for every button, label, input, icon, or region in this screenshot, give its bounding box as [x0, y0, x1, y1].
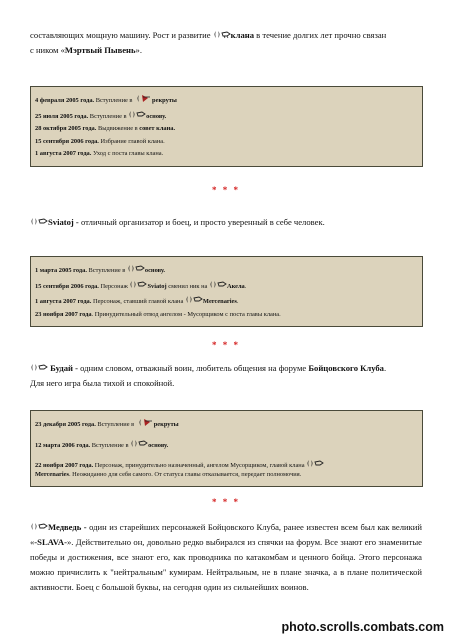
history-row: 12 марта 2006 года. Вступление в основу. — [35, 439, 418, 451]
history-row: 15 сентября 2006 года. Избрание главой клана. — [35, 137, 165, 145]
clan-link[interactable]: Mercenaries — [35, 470, 69, 478]
history-row: 22 ноября 2007 года. Персонаж, принудительно назначенный, ангелом Мусорщиком, главой клана Mercenaries. Неожиданно для себя самого. От статуса главы отказывается, передает полномочия. — [35, 459, 418, 479]
history-row: 28 октября 2005 года. Выдвижение в совет клана. — [35, 125, 176, 133]
recruit-emblem-icon — [136, 418, 154, 427]
core-link[interactable]: основу. — [146, 112, 167, 120]
history-row: 23 декабря 2005 года. Вступление в рекруты — [35, 418, 418, 430]
section-divider: * * * — [212, 497, 240, 507]
clan-emblem-icon — [30, 217, 48, 226]
character-name[interactable]: Sviatoj - — [48, 217, 79, 227]
clan-emblem-icon — [30, 363, 48, 372]
clan-emblem-icon — [127, 264, 145, 273]
budai-paragraph: Будай - одним словом, отважный воин, любитель общения на форуме Бойцовского Клуба. Для него игра была тихой и спокойной. — [30, 363, 387, 388]
history-box-3 — [30, 410, 423, 487]
sviatoj-paragraph: Sviatoj - отличный организатор и боец, и просто уверенный в себе человек. — [30, 215, 422, 230]
history-row: 15 сентября 2006 года. Персонаж Sviatoj сменил ник на Акела. — [35, 280, 418, 292]
core-link[interactable]: основу. — [144, 267, 166, 274]
core-link[interactable]: основу. — [148, 441, 169, 449]
recruit-emblem-icon — [134, 94, 152, 103]
character-name[interactable]: Медведь - — [48, 522, 87, 532]
history-row: 25 июля 2005 года. Вступление в основу. — [35, 110, 418, 122]
history-row: 1 марта 2005 года. Вступление в основу. — [35, 264, 418, 276]
clan-emblem-icon — [130, 439, 148, 448]
section-divider: * * * — [212, 185, 240, 195]
clan-link[interactable]: Mercenaries — [202, 298, 237, 306]
history-row: 4 февраля 2005 года. Вступление в рекруты — [35, 94, 418, 106]
history-row: 1 августа 2007 года. Уход с поста главы клана. — [35, 150, 164, 158]
clan-emblem-icon — [30, 522, 48, 531]
clan-emblem-icon — [306, 459, 324, 468]
intro-paragraph: составляющих мощную машину. Рост и развитие клана в течение долгих лет прочно связан с ником «Мэртвый Пывень». — [30, 30, 387, 55]
history-box-1 — [30, 86, 423, 167]
clan-emblem-icon — [213, 30, 231, 39]
medved-paragraph: Медведь - один из старейших персонажей Бойцовского Клуба, ранее известен всем был как великий «-SLAVA-». Действительно он, довольно редко выбирался из спячки на форум. Все знают его знаменитые победы и достижения, все знают его, как проводника по катакомбам и ценного бойца. Этого персонажа можно причислить к "нейтральным" кумирам. Нейтральным, не в плане значка, а в плане политической активности. Боец с большой буквы, на сегодня один из сильнейших воинов. — [30, 522, 422, 592]
recruit-link[interactable]: рекруты — [152, 97, 177, 104]
site-watermark: photo.scrolls.combats.com — [281, 620, 444, 634]
clan-emblem-icon — [185, 295, 203, 304]
clan-emblem-icon — [128, 110, 146, 119]
history-row: 1 августа 2007 года. Персонаж, ставший главой клана Mercenaries. — [35, 295, 418, 307]
clan-emblem-icon — [209, 280, 227, 289]
section-divider: * * * — [212, 340, 240, 350]
clan-link[interactable]: клана — [230, 30, 254, 40]
history-box-2 — [30, 256, 423, 327]
history-row: 23 ноября 2007 года. Принудительный отвод ангелом - Мусорщиком с поста главы клана. — [35, 310, 281, 318]
recruit-link[interactable]: рекруты — [153, 421, 179, 428]
clan-emblem-icon — [129, 280, 147, 289]
character-name[interactable]: Будай - — [48, 363, 78, 373]
